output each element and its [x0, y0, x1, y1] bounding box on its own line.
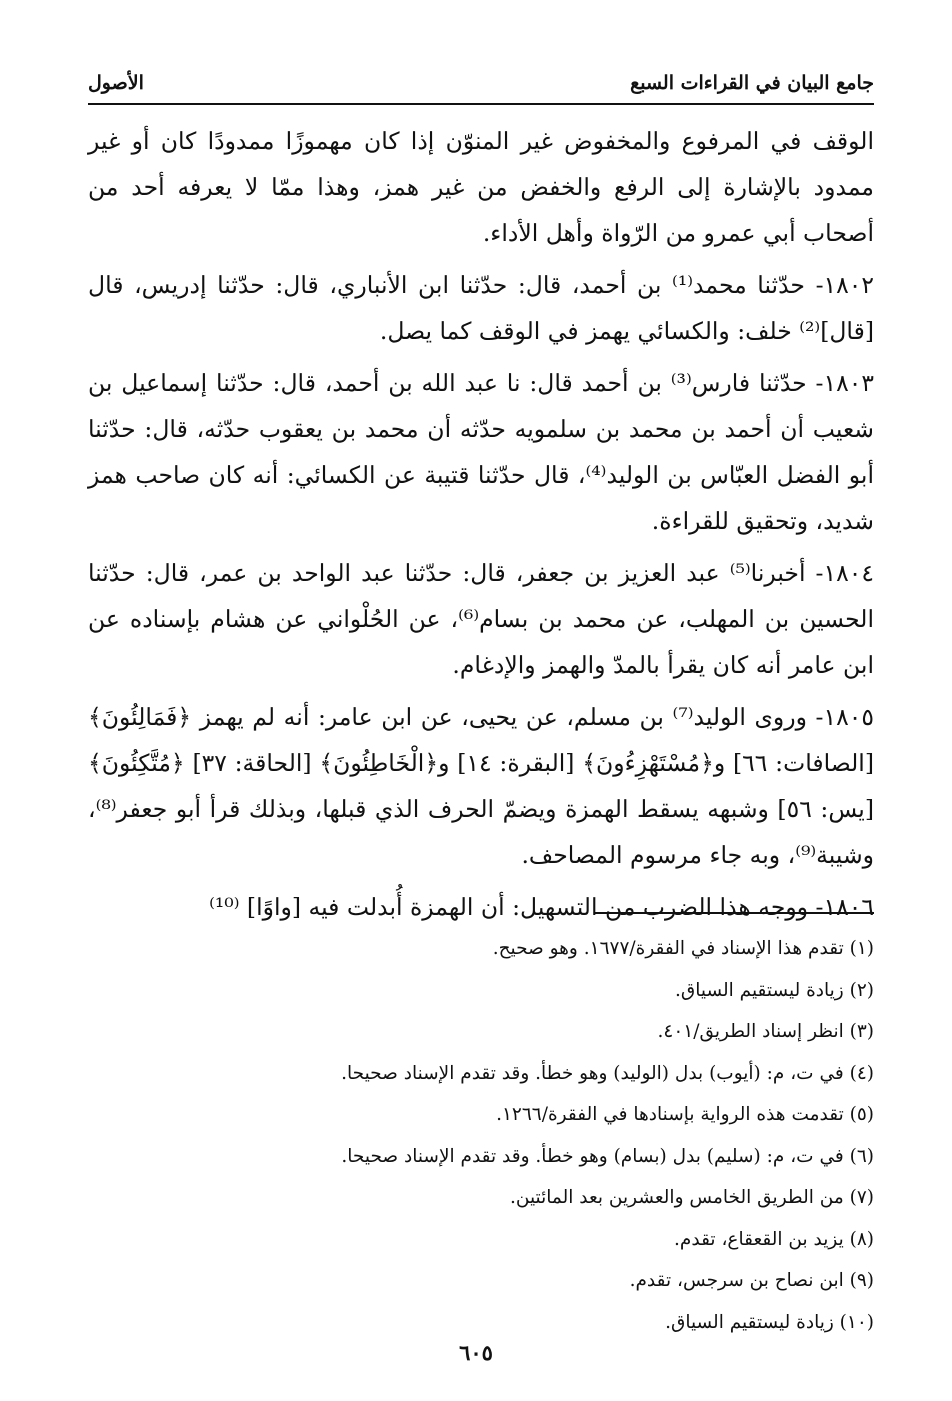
- paragraph: ١٨٠٢- حدّثنا محمد⁽¹⁾ بن أحمد، قال: حدّثنا ابن الأنباري، قال: حدّثنا إدريس، قال [قال]⁽²⁾ خلف: والكسائي يهمز في الوقف كما يصل.: [88, 271, 875, 345]
- footnotes: [150, 928, 874, 1343]
- paragraph: ١٨٠٤- أخبرنا⁽⁵⁾ عبد العزيز بن جعفر، قال: حدّثنا عبد الواحد بن عمر، قال: حدّثنا الحسين بن المهلب، عن محمد بن بسام⁽⁶⁾، عن الحُلْواني عن هشام بإسناده عن ابن عامر أنه كان يقرأ بالمدّ والهمز والإدغام.: [88, 559, 874, 679]
- footnote: (٧) من الطريق الخامس والعشرين بعد المائتين.: [510, 1187, 874, 1208]
- book-title: جامع البيان في القراءات السبع: [630, 72, 874, 94]
- header-rule: [88, 103, 874, 105]
- footnote: (١) تقدم هذا الإسناد في الفقرة/١٦٧٧. وهو صحيح.: [492, 938, 874, 959]
- paragraph: الوقف في المرفوع والمخفوض غير المنوّن إذا كان مهموزًا ممدودًا كان أو غير ممدود بالإشارة إلى الرفع والخفض من غير همز، وهذا ممّا لا يعرفه أحد من أصحاب أبي عمرو من الرّواة وأهل الأداء.: [88, 127, 874, 247]
- footnote: (٦) في ت، م: (سليم) بدل (بسام) وهو خطأ. وقد تقدم الإسناد صحيحا.: [341, 1145, 874, 1167]
- section-title: الأصول: [88, 72, 144, 94]
- footnote: (١٠) زيادة ليستقيم السياق.: [665, 1311, 874, 1333]
- footnote: (٢) زيادة ليستقيم السياق.: [675, 979, 874, 1001]
- footnote: (٣) انظر إسناد الطريق/٤٠١.: [657, 1021, 874, 1042]
- paragraph: ١٨٠٥- وروى الوليد⁽⁷⁾ بن مسلم، عن يحيى، عن ابن عامر: أنه لم يهمز ﴿فَمَالِئُونَ﴾ [الصافات: ٦٦] و﴿مُسْتَهْزِءُونَ﴾ [البقرة: ١٤] و﴿الْخَاطِئُونَ﴾ [الحاقة: ٣٧] ﴿مُتَّكِئُونَ﴾ [يس: ٥٦] وشبهه يسقط الهمزة ويضمّ الحرف الذي قبلها، وبذلك قرأ أبو جعفر⁽⁸⁾، وشيبة⁽⁹⁾، وبه جاء مرسوم المصاحف.: [88, 703, 874, 869]
- footnote: (٩) ابن نصاح بن سرجس، تقدم.: [629, 1270, 874, 1291]
- paragraph: ١٨٠٣- حدّثنا فارس⁽³⁾ بن أحمد قال: نا عبد الله بن أحمد، قال: حدّثنا إسماعيل بن شعيب أن أحمد بن محمد بن سلمويه حدّثه أن محمد بن يعقوب حدّثه، قال: حدّثنا أبو الفضل العبّاس بن الوليد⁽⁴⁾، قال حدّثنا قتيبة عن الكسائي: أنه كان صاحب همز شديد، وتحقيق للقراءة.: [88, 369, 874, 535]
- footnote: (٥) تقدمت هذه الرواية بإسنادها في الفقرة/١٢٦٦.: [496, 1104, 874, 1125]
- footnote: (٤) في ت، م: (أيوب) بدل (الوليد) وهو خطأ. وقد تقدم الإسناد صحيحا.: [341, 1062, 874, 1084]
- footnote: (٨) يزيد بن القعقاع، تقدم.: [674, 1228, 874, 1250]
- page-number: ٦٠٥: [459, 1340, 493, 1365]
- paragraph: ١٨٠٦- ووجه هذا الضرب من التسهيل: أن الهمزة أُبدلت فيه [واوًا] ⁽¹⁰⁾: [209, 893, 874, 921]
- main-text: [88, 118, 874, 936]
- footnote-rule: [594, 912, 874, 914]
- running-header: [88, 66, 874, 100]
